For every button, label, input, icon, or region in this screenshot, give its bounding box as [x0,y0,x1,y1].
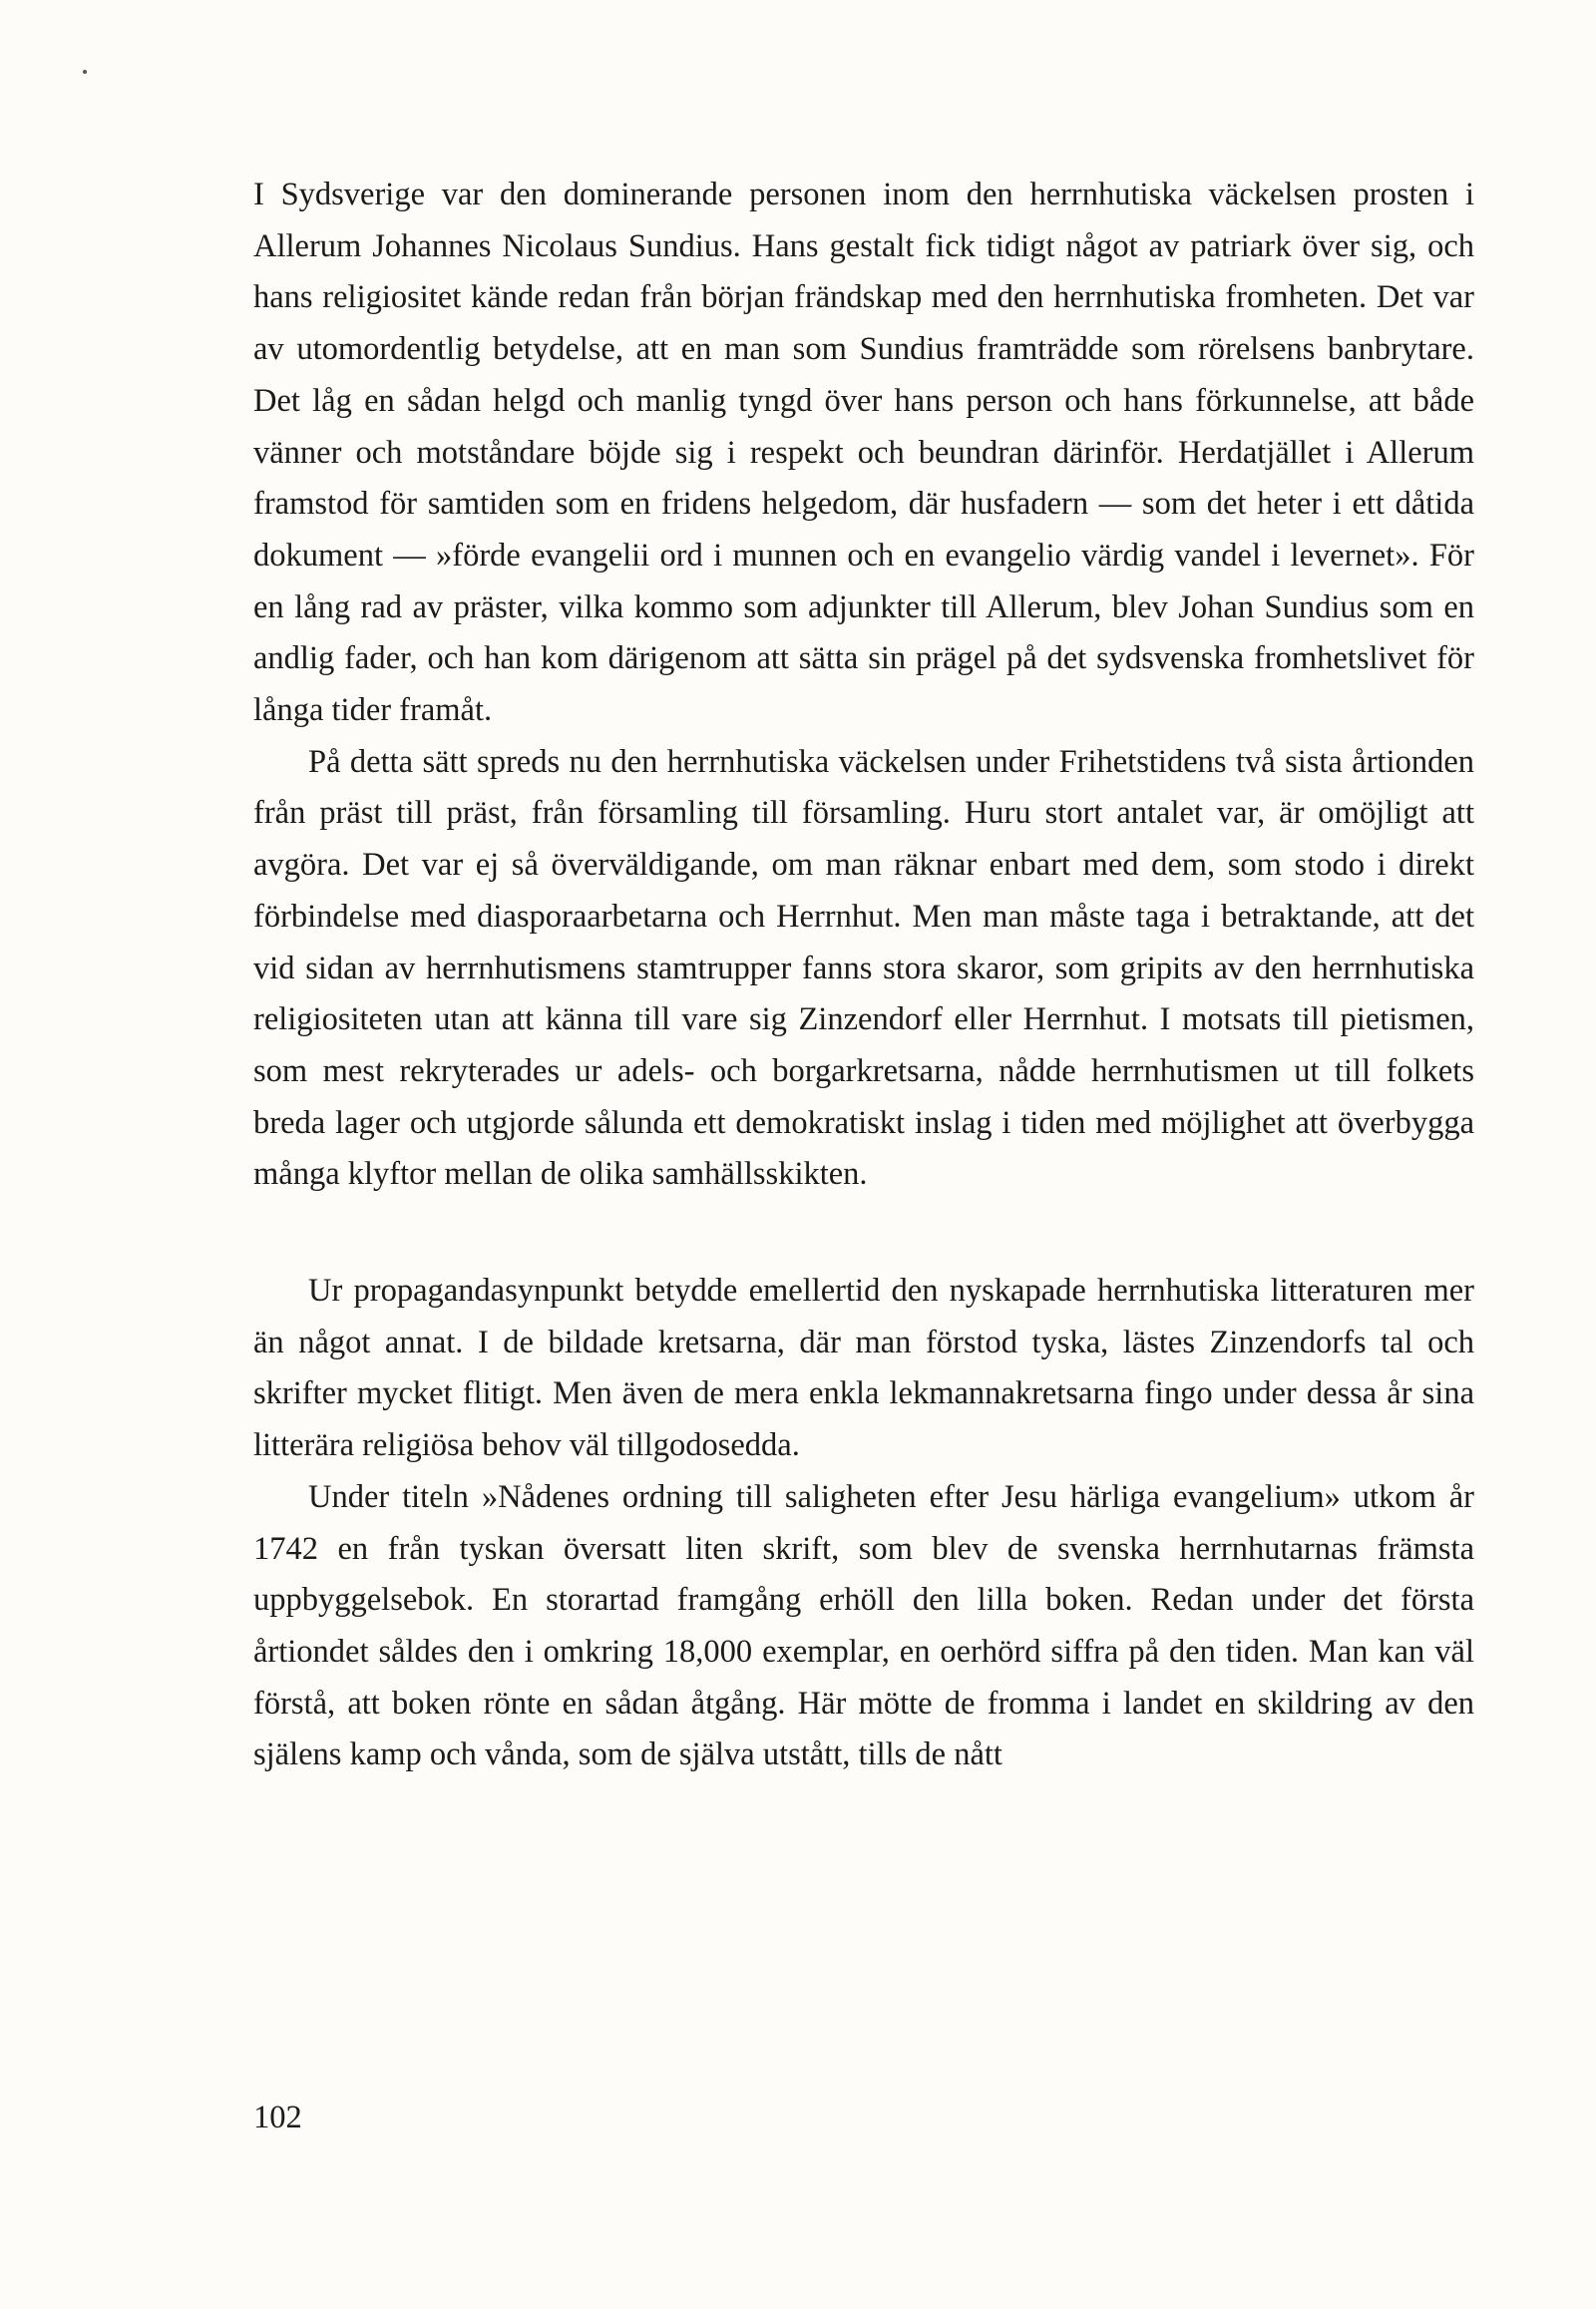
page-body [253,170,1474,1781]
paragraph-nadenes-ordning: Under titeln »Nådenes ordning till saligheten efter Jesu härliga evangelium» utkom år 1742 en från tyskan översatt liten skrift, som blev de svenska herrnhutarnas främsta uppbyggelsebok. En storartad framgång erhöll den lilla boken. Redan under det första årtiondet såldes den i omkring 18,000 exemplar, en oerhörd siffra på den tiden. Man kan väl förstå, att boken rönte en sådan åtgång. Här mötte de fromma i landet en skildring av den själens kamp och vånda, som de själva utstått, tills de nått [253,1478,1474,1773]
page-number: 102 [253,2100,302,2135]
paragraph-sundius: I Sydsverige var den dominerande personen inom den herrnhutiska väckelsen prosten i Allerum Johannes Nicolaus Sundius. Hans gestalt fick tidigt något av patriark över sig, och hans religiositet kände redan från början frändskap med den herrnhutiska fromheten. Det var av utomordentlig betydelse, att en man som Sundius framträdde som rörelsens banbrytare. Det låg en sådan helgd och manlig tyngd över hans person och hans förkunnelse, att både vänner och motståndare böjde sig i respekt och beundran därinför. Herdatjället i Allerum framstod för samtiden som en fridens helgedom, där husfadern — som det heter i ett dåtida dokument — »förde evangelii ord i munnen och en evangelio värdig vandel i levernet». För en lång rad av präster, vilka kommo som adjunkter till Allerum, blev Johan Sundius som en andlig fader, och han kom därigenom att sätta sin prägel på det sydsvenska fromhetslivet för långa tider framåt. [253,177,1474,729]
paragraph-spread: På detta sätt spreds nu den herrnhutiska väckelsen under Frihetstidens två sista årtionden från präst till präst, från församling till församling. Huru stort antalet var, är omöjligt att avgöra. Det var ej så överväldigande, om man räknar enbart med dem, som stodo i direkt förbindelse med diasporaarbetarna och Herrnhut. Men man måste taga i betraktande, att det vid sidan av herrnhutismens stamtrupper fanns stora skaror, som gripits av den herrnhutiska religiositeten utan att känna till vare sig Zinzendorf eller Herrnhut. I motsats till pietismen, som mest rekryterades ur adels- och borgarkretsarna, nådde herrnhutismen ut till folkets breda lager och utgjorde sålunda ett demokratiskt inslag i tiden med möjlighet att överbygga många klyftor mellan de olika samhällsskikten. [253,743,1474,1193]
paragraph-literature: Ur propagandasynpunkt betydde emellertid den nyskapade herrnhutiska litteraturen mer än något annat. I de bildade kretsarna, där man förstod tyska, lästes Zinzendorfs tal och skrifter mycket flitigt. Men även de mera enkla lekmannakretsarna fingo under dessa år sina litterära religiösa behov väl tillgodosedda. [253,1273,1474,1464]
section-break [253,1201,1474,1266]
print-speck [83,70,87,74]
